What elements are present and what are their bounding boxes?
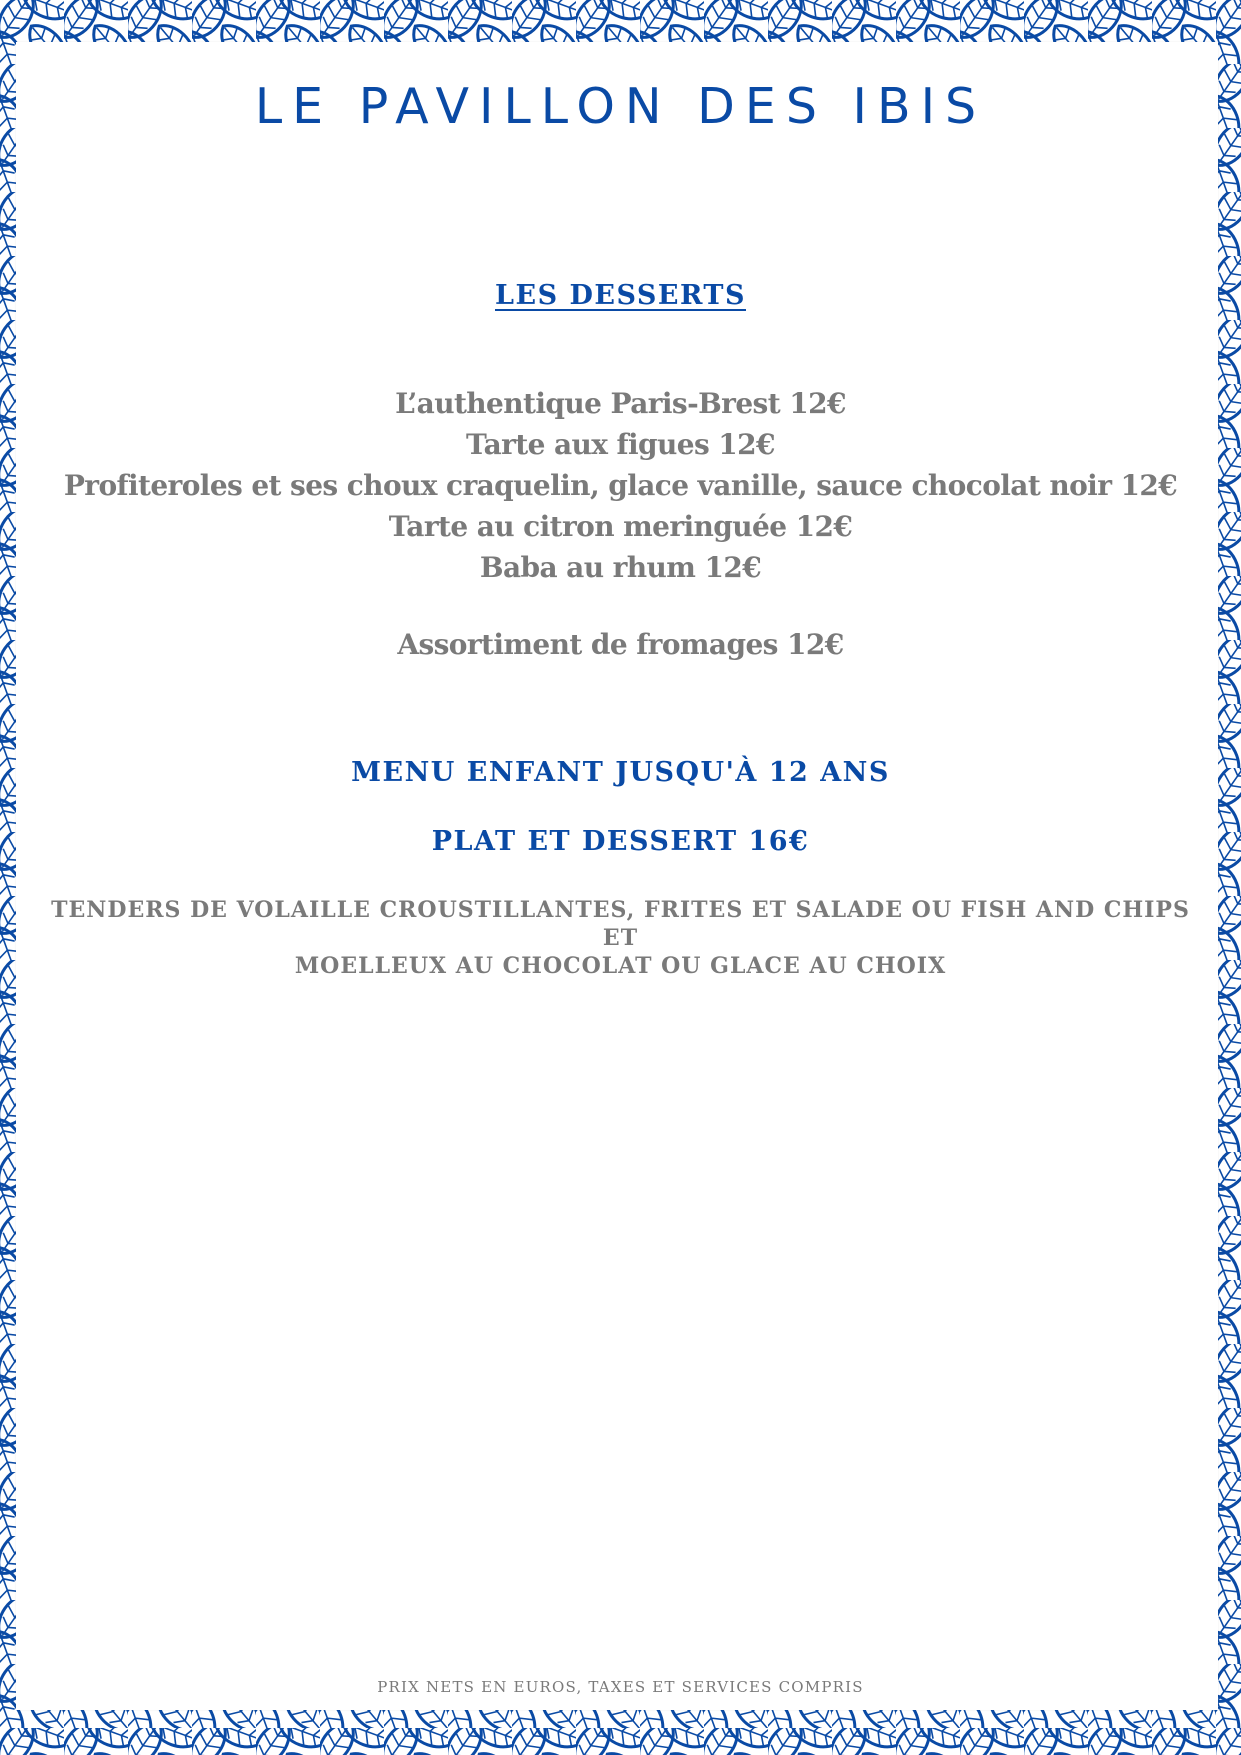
cheese-item: Assortiment de fromages 12€ — [397, 628, 844, 661]
dessert-item: Profiteroles et ses choux craquelin, glace vanille, sauce chocolat noir 12€ — [63, 469, 1178, 502]
kids-menu-line: ET — [602, 925, 639, 951]
dessert-item: Tarte au citron meringuée 12€ — [388, 510, 853, 543]
kids-menu-line: TENDERS DE VOLAILLE CROUSTILLANTES, FRITES ET SALADE OU FISH AND CHIPS — [51, 897, 1190, 923]
kids-menu-heading: MENU ENFANT JUSQU'À 12 ANS — [351, 757, 890, 788]
dessert-list — [0, 383, 1241, 588]
dessert-item: Tarte aux figues 12€ — [466, 428, 775, 461]
restaurant-name: LE PAVILLON DES IBIS — [254, 78, 987, 135]
dessert-item: L’authentique Paris-Brest 12€ — [395, 387, 846, 420]
kids-menu-formula: PLAT ET DESSERT 16€ — [431, 826, 810, 857]
kids-menu-description — [0, 896, 1241, 980]
kids-menu-line: MOELLEUX AU CHOCOLAT OU GLACE AU CHOIX — [294, 953, 947, 979]
dessert-item: Baba au rhum 12€ — [479, 551, 762, 584]
desserts-heading: LES DESSERTS — [495, 280, 746, 311]
footer-note: PRIX NETS EN EUROS, TAXES ET SERVICES COMPRIS — [377, 1678, 864, 1696]
